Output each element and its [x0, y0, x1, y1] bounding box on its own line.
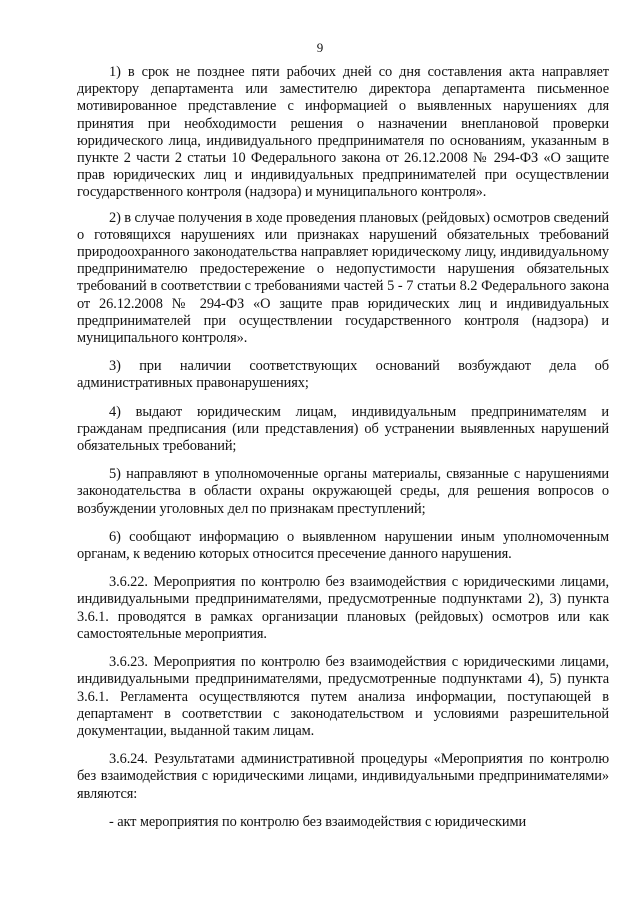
- page-number: 9: [316, 40, 324, 55]
- paragraph-item-6: 6) сообщают информацию о выявленном нарушении иным уполномоченным органам, к ведению которых относится пресечение данного нарушения.: [77, 528, 609, 563]
- paragraph-item-3: 3) при наличии соответствующих оснований возбуждают дела об административных правонарушениях;: [77, 358, 609, 392]
- paragraph-item-1: 1) в срок не позднее пяти рабочих дней со дня составления акта направляет директору департамента или заместителю директора департамента письменное мотивированное представление с информацией о выявленных нарушениях для принятия при необходимости решения о назначении внеплановой проверки юридического лица, индивидуального предпринимателя по основаниям, указанным в пункте 2 части 2 статьи 10 Федерального закона от 26.12.2008 № 294-ФЗ «О защите прав юридических лиц и индивидуальных предпринимателей при осуществлении государственного контроля (надзора) и муниципального контроля».: [77, 64, 609, 201]
- paragraph-3-6-22: 3.6.22. Мероприятия по контролю без взаимодействия с юридическими лицами, индивидуальными предпринимателями, предусмотренные подпунктами 2), 3) пункта 3.6.1. проводятся в рамках организации плановых (рейдовых) осмотров или как самостоятельные мероприятия.: [77, 574, 609, 642]
- paragraph-item-5: 5) направляют в уполномоченные органы материалы, связанные с нарушениями законодательства в области охраны окружающей среды, для решения вопросов о возбуждении уголовных дел по признакам преступлений;: [77, 466, 609, 517]
- paragraph-item-4: 4) выдают юридическим лицам, индивидуальным предпринимателям и гражданам предписания (или представления) об устранении выявленных нарушений обязательных требований;: [77, 403, 609, 455]
- paragraph-item-2: 2) в случае получения в ходе проведения плановых (рейдовых) осмотров сведений о готовящихся нарушениях или признаках нарушений обязательных требований природоохранного законодательства направляет юридическому лицу, индивидуальному предпринимателю предостережение о недопустимости нарушения обязательных требований в соответствии с требованиями частей 5 - 7 статьи 8.2 Федерального закона от 26.12.2008 № 294-ФЗ «О защите прав юридических лиц и индивидуальных предпринимателей при осуществлении государственного контроля (надзора) и муниципального контроля».: [77, 209, 609, 347]
- document-body: [77, 64, 609, 842]
- paragraph-3-6-23: 3.6.23. Мероприятия по контролю без взаимодействия с юридическими лицами, индивидуальными предпринимателями, предусмотренные подпунктами 4), 5) пункта 3.6.1. Регламента осуществляются путем анализа информации, поступающей в департамент в соответствии с законодательством и условиями разрешительной документации, выданной таким лицам.: [77, 654, 609, 739]
- paragraph-3-6-24: 3.6.24. Результатами административной процедуры «Мероприятия по контролю без взаимодействия с юридическими лицами, индивидуальными предпринимателями» являются:: [77, 751, 609, 802]
- paragraph-list-item: - акт мероприятия по контролю без взаимодействия с юридическими: [109, 813, 527, 830]
